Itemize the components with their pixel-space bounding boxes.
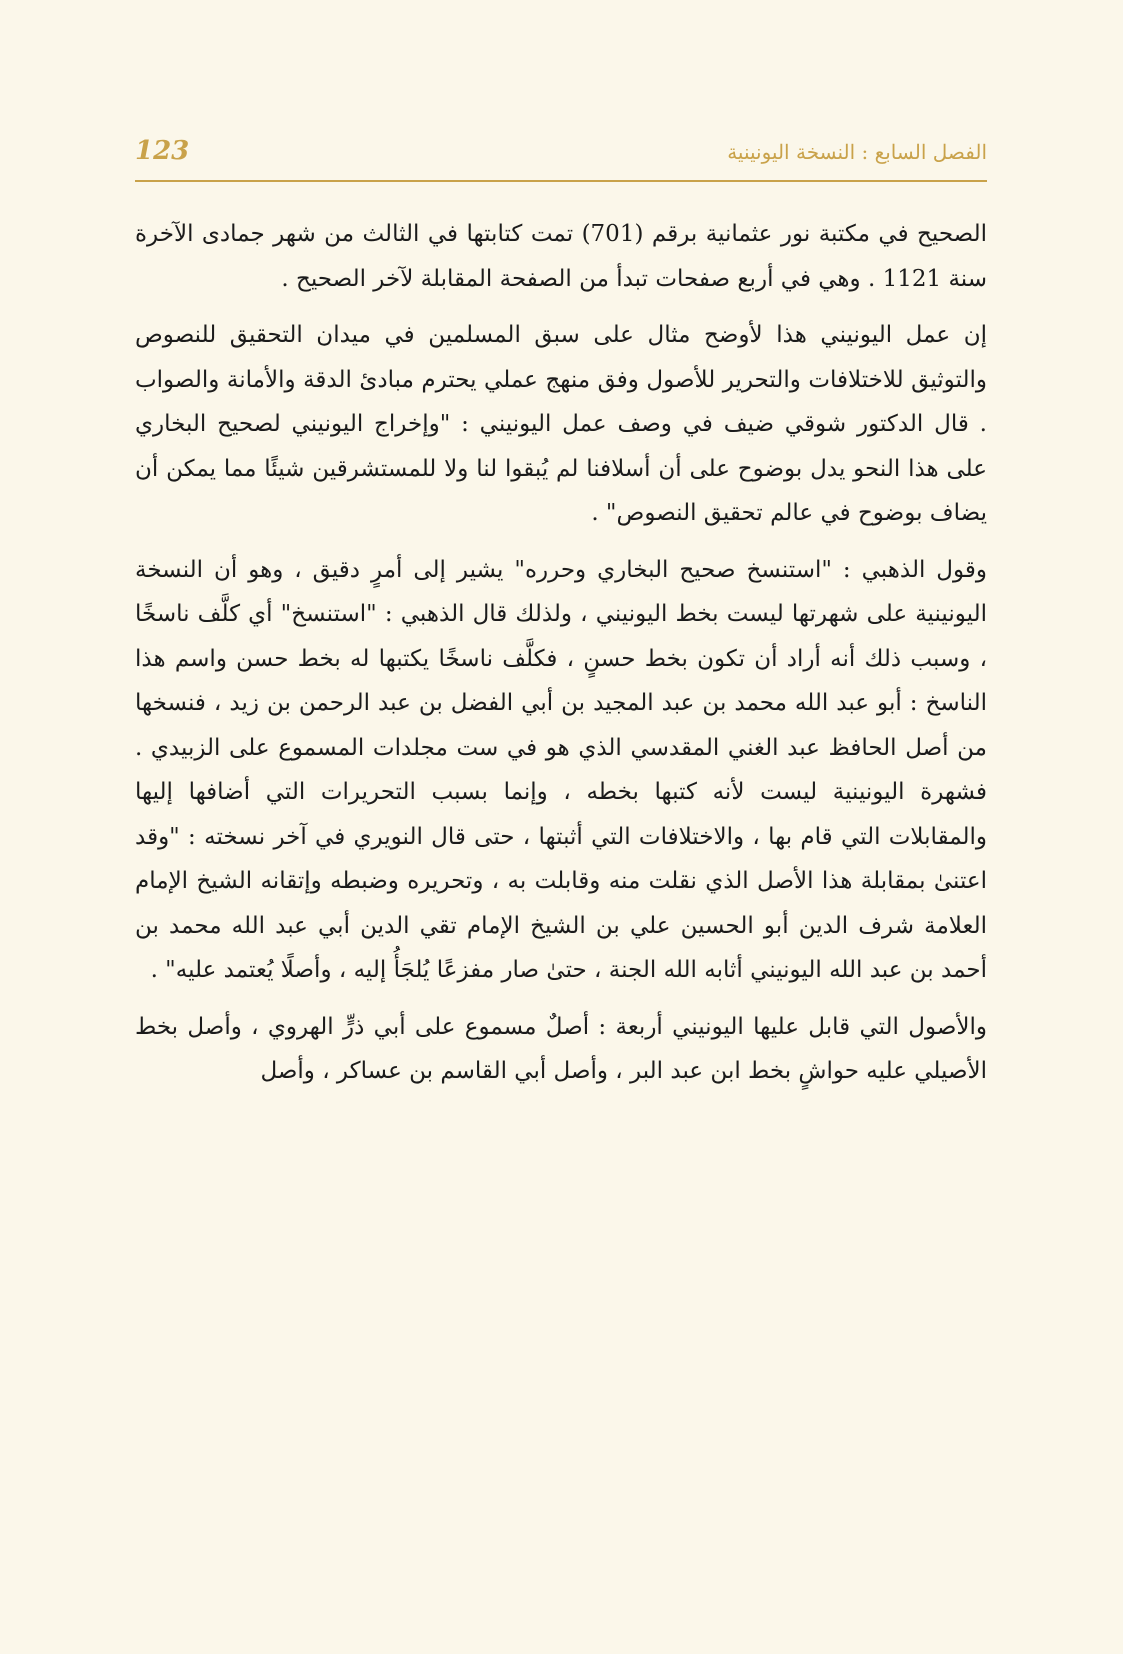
page-number: 123 xyxy=(135,136,190,166)
header-divider xyxy=(135,180,987,182)
paragraph: وقول الذهبي : "استنسخ صحيح البخاري وحرره" يشير إلى أمرٍ دقيق ، وهو أن النسخة اليونينية على شهرتها ليست بخط اليونيني ، ولذلك قال الذهبي : "استنسخ" أي كلَّف ناسخًا ، وسبب ذلك أنه أراد أن تكون بخط حسنٍ ، فكلَّف ناسخًا يكتبها له بخط حسن واسم هذا الناسخ : أبو عبد الله محمد بن عبد المجيد بن أبي الفضل بن عبد الرحمن بن زيد ، فنسخها من أصل الحافظ عبد الغني المقدسي الذي هو في ست مجلدات المسموع على الزبيدي . فشهرة اليونينية ليست لأنه كتبها بخطه ، وإنما بسبب التحريرات التي أضافها إليها والمقابلات التي قام بها ، والاختلافات التي أثبتها ، حتى قال النويري في آخر نسخته : "وقد اعتنىٰ بمقابلة هذا الأصل الذي نقلت منه وقابلت به ، وتحريره وضبطه وإتقانه الشيخ الإمام العلامة شرف الدين أبو الحسين علي بن الشيخ الإمام تقي الدين أبي عبد الله محمد بن أحمد بن عبد الله اليونيني أثابه الله الجنة ، حتىٰ صار مفزعًا يُلجَأُ إليه ، وأصلًا يُعتمد عليه" . xyxy=(135,556,987,983)
body-text xyxy=(135,212,987,1106)
paragraph: الصحيح في مكتبة نور عثمانية برقم (701) تمت كتابتها في الثالث من شهر جمادى الآخرة سنة 1121 . وهي في أربع صفحات تبدأ من الصفحة المقابلة لآخر الصحيح . xyxy=(135,221,988,292)
paragraph: إن عمل اليونيني هذا لأوضح مثال على سبق المسلمين في ميدان التحقيق للنصوص والتوثيق للاختلافات والتحرير للأصول وفق منهج عملي يحترم مبادئ الدقة والأمانة والصواب . قال الدكتور شوقي ضيف في وصف عمل اليونيني : "وإخراج اليونيني لصحيح البخاري على هذا النحو يدل بوضوح على أن أسلافنا لم يُبقوا لنا ولا للمستشرقين شيئًا مما يمكن أن يضاف بوضوح في عالم تحقيق النصوص" . xyxy=(135,322,987,526)
running-header xyxy=(135,138,987,178)
paragraph: والأصول التي قابل عليها اليونيني أربعة : أصلٌ مسموع على أبي ذرٍّ الهروي ، وأصل بخط الأصيلي عليه حواشٍ بخط ابن عبد البر ، وأصل أبي القاسم بن عساكر ، وأصل xyxy=(135,1013,987,1084)
chapter-title: الفصل السابع : النسخة اليونينية xyxy=(727,140,987,164)
